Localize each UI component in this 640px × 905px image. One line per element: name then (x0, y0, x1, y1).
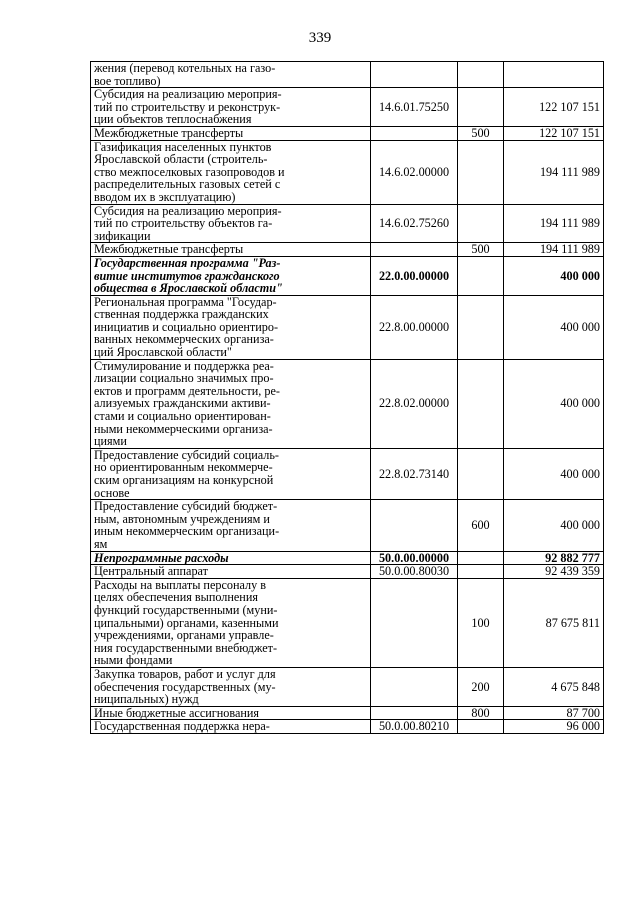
row-code-cell: 22.8.00.00000 (371, 295, 458, 359)
row-amount-cell: 92 882 777 (504, 551, 604, 565)
row-amount-cell: 400 000 (504, 359, 604, 448)
row-amount-cell: 194 111 989 (504, 204, 604, 243)
row-code-cell: 50.0.00.80030 (371, 565, 458, 579)
table-row (91, 140, 604, 204)
row-expense-type-cell (458, 720, 504, 734)
row-expense-type-cell (458, 204, 504, 243)
table-row (91, 551, 604, 565)
row-name-cell: Межбюджетные трансферты (91, 126, 371, 140)
row-amount-cell: 4 675 848 (504, 667, 604, 706)
row-expense-type-cell: 500 (458, 126, 504, 140)
row-name-cell: Субсидия на реализацию мероприя- тий по строительству и реконструк- ции объектов теплоснабжения (91, 88, 371, 127)
table-row (91, 62, 604, 88)
row-name-cell: Центральный аппарат (91, 565, 371, 579)
row-code-cell (371, 126, 458, 140)
table-row (91, 359, 604, 448)
row-code-cell: 22.8.02.73140 (371, 448, 458, 499)
table-row (91, 126, 604, 140)
table-row (91, 88, 604, 127)
row-amount-cell: 400 000 (504, 500, 604, 551)
row-expense-type-cell: 800 (458, 706, 504, 720)
row-name-cell: Государственная поддержка нера- (91, 720, 371, 734)
row-name-cell: Иные бюджетные ассигнования (91, 706, 371, 720)
row-code-cell: 22.8.02.00000 (371, 359, 458, 448)
row-code-cell: 50.0.00.00000 (371, 551, 458, 565)
row-expense-type-cell (458, 551, 504, 565)
row-amount-cell: 400 000 (504, 448, 604, 499)
row-expense-type-cell (458, 88, 504, 127)
row-name-cell: Закупка товаров, работ и услуг для обеспечения государственных (му- ниципальных) нужд (91, 667, 371, 706)
row-expense-type-cell (458, 256, 504, 295)
table-row (91, 256, 604, 295)
row-amount-cell: 122 107 151 (504, 126, 604, 140)
table-row (91, 565, 604, 579)
row-expense-type-cell: 200 (458, 667, 504, 706)
row-expense-type-cell (458, 448, 504, 499)
row-code-cell (371, 667, 458, 706)
row-name-cell: Расходы на выплаты персоналу в целях обеспечения выполнения функций государственными (муни- ципальными) органами, казенными учреждениями, органами управле- ния государственными внебюджет- ными фондами (91, 578, 371, 667)
row-name-cell: Предоставление субсидий бюджет- ным, автономным учреждениям и иным некоммерческим организаци- ям (91, 500, 371, 551)
row-name-cell: Межбюджетные трансферты (91, 243, 371, 257)
row-amount-cell: 122 107 151 (504, 88, 604, 127)
table-row (91, 295, 604, 359)
row-name-cell: Газификация населенных пунктов Ярославской области (строитель- ство межпоселковых газопроводов и распределительных газовых сетей с вводом их в эксплуатацию) (91, 140, 371, 204)
row-code-cell: 14.6.02.75260 (371, 204, 458, 243)
row-amount-cell: 400 000 (504, 295, 604, 359)
row-code-cell: 22.0.00.00000 (371, 256, 458, 295)
row-name-cell: Предоставление субсидий социаль- но ориентированным некоммерче- ским организациям на конкурсной основе (91, 448, 371, 499)
row-name-cell: Стимулирование и поддержка реа- лизации социально значимых про- ектов и программ деятельности, ре- ализуемых гражданскими активи- стами и социально ориентирован- ными некоммерческими организа- циями (91, 359, 371, 448)
table-row (91, 448, 604, 499)
budget-table (90, 61, 604, 734)
row-expense-type-cell (458, 62, 504, 88)
row-name-cell: Государственная программа "Раз- витие институтов гражданского общества в Ярославской области" (91, 256, 371, 295)
row-expense-type-cell (458, 140, 504, 204)
row-expense-type-cell: 100 (458, 578, 504, 667)
row-amount-cell (504, 62, 604, 88)
table-row (91, 204, 604, 243)
table-row (91, 243, 604, 257)
row-expense-type-cell (458, 565, 504, 579)
table-row (91, 706, 604, 720)
row-amount-cell: 87 675 811 (504, 578, 604, 667)
row-expense-type-cell: 600 (458, 500, 504, 551)
row-expense-type-cell: 500 (458, 243, 504, 257)
table-row (91, 667, 604, 706)
row-expense-type-cell (458, 295, 504, 359)
row-code-cell (371, 706, 458, 720)
budget-table-body (91, 62, 604, 734)
table-row (91, 500, 604, 551)
row-amount-cell: 87 700 (504, 706, 604, 720)
row-code-cell: 14.6.02.00000 (371, 140, 458, 204)
row-code-cell (371, 578, 458, 667)
row-code-cell (371, 243, 458, 257)
row-name-cell: Непрограммные расходы (91, 551, 371, 565)
row-name-cell: Субсидия на реализацию мероприя- тий по строительству объектов га- зификации (91, 204, 371, 243)
row-name-cell: Региональная программа "Государ- ственная поддержка гражданских инициатив и социально ориентиро- ванных некоммерческих организа- ций Ярославской области" (91, 295, 371, 359)
row-code-cell: 14.6.01.75250 (371, 88, 458, 127)
row-amount-cell: 400 000 (504, 256, 604, 295)
page-number: 339 (308, 30, 332, 46)
row-amount-cell: 96 000 (504, 720, 604, 734)
row-amount-cell: 194 111 989 (504, 243, 604, 257)
row-amount-cell: 194 111 989 (504, 140, 604, 204)
row-name-cell: жения (перевод котельных на газо- вое топливо) (91, 62, 371, 88)
table-row (91, 578, 604, 667)
row-amount-cell: 92 439 359 (504, 565, 604, 579)
row-code-cell (371, 500, 458, 551)
row-code-cell: 50.0.00.80210 (371, 720, 458, 734)
table-row (91, 720, 604, 734)
row-code-cell (371, 62, 458, 88)
row-expense-type-cell (458, 359, 504, 448)
